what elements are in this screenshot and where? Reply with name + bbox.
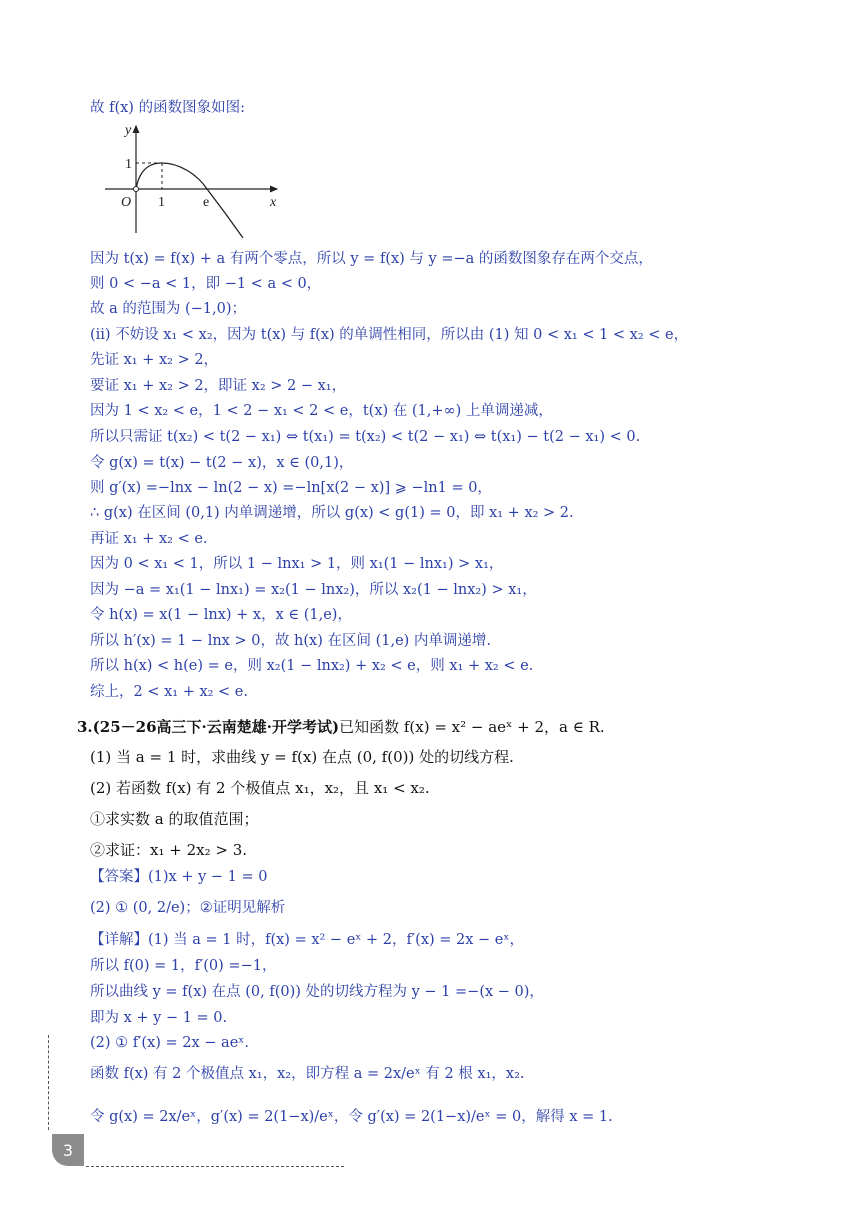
question-part: ②求证：x₁ + 2x₂ > 3.: [90, 841, 248, 859]
solution-line: (ii) 不妨设 x₁ < x₂，因为 t(x) 与 f(x) 的单调性相同，所以由 (1) 知 0 < x₁ < 1 < x₂ < e，: [90, 327, 689, 343]
answer-line-2: (2) ① (0, 2/e)；②证明见解析: [90, 900, 286, 916]
graph-intro: 故 f(x) 的函数图象如图:: [90, 100, 245, 116]
question-stem: 已知函数 f(x) = x² − aeˣ + 2，a ∈ R.: [339, 718, 605, 736]
tick-label-x-1: 1: [158, 195, 165, 210]
question-part: ①求实数 a 的取值范围；: [90, 810, 259, 828]
solution-line: 再证 x₁ + x₂ < e.: [90, 531, 208, 547]
detail-line: (2) ① f′(x) = 2x − aeˣ.: [90, 1035, 250, 1051]
detail-line: 所以 f(0) = 1，f′(0) =−1，: [90, 958, 277, 974]
detail-line: 令 g(x) = 2x/eˣ，g′(x) = 2(1−x)/eˣ，令 g′(x) = 2(1−x)/eˣ = 0，解得 x = 1.: [90, 1109, 613, 1125]
x-axis-label: x: [270, 195, 277, 210]
solution-line: ∴ g(x) 在区间 (0,1) 内单调递增，所以 g(x) < g(1) = 0，即 x₁ + x₂ > 2.: [90, 505, 574, 521]
solution-line: 因为 t(x) = f(x) + a 有两个零点，所以 y = f(x) 与 y =−a 的函数图象存在两个交点，: [90, 251, 653, 267]
solution-line: 则 0 < −a < 1，即 −1 < a < 0，: [90, 276, 322, 292]
detail-line: 即为 x + y − 1 = 0.: [90, 1010, 228, 1026]
question-number: 3.: [77, 718, 93, 736]
page-border-dashed-horizontal: [86, 1166, 344, 1167]
solution-line: 所以 h(x) < h(e) = e，则 x₂(1 − lnx₂) + x₂ < e，则 x₁ + x₂ < e.: [90, 658, 534, 674]
page-border-dashed-vertical: [48, 1035, 49, 1130]
solution-line: 所以 h′(x) = 1 − lnx > 0，故 h(x) 在区间 (1,e) 内单调递增.: [90, 633, 492, 649]
solution-line: 所以只需证 t(x₂) < t(2 − x₁) ⇔ t(x₁) = t(x₂) < t(2 − x₁) ⇔ t(x₁) − t(2 − x₁) < 0.: [90, 429, 641, 445]
detail-line: 【详解】(1) 当 a = 1 时，f(x) = x² − eˣ + 2，f′(x) = 2x − eˣ，: [90, 932, 525, 948]
origin-label: O: [121, 195, 132, 210]
function-curve: [136, 163, 243, 238]
solution-line: 因为 1 < x₂ < e，1 < 2 − x₁ < 2 < e，t(x) 在 (1,+∞) 上单调递减，: [90, 403, 553, 419]
function-graph: [95, 118, 285, 238]
solution-line: 因为 −a = x₁(1 − lnx₁) = x₂(1 − lnx₂)，所以 x₂(1 − lnx₂) > x₁，: [90, 582, 537, 598]
question-source: (25－26高三下·云南楚雄·开学考试): [92, 718, 340, 736]
solution-line: 先证 x₁ + x₂ > 2，: [90, 352, 219, 368]
question-part: (1) 当 a = 1 时，求曲线 y = f(x) 在点 (0, f(0)) 处的切线方程.: [90, 748, 514, 766]
solution-line: 要证 x₁ + x₂ > 2，即证 x₂ > 2 − x₁，: [90, 378, 347, 394]
detail-line: 所以曲线 y = f(x) 在点 (0, f(0)) 处的切线方程为 y − 1 =−(x − 0)，: [90, 984, 544, 1000]
detail-line: 函数 f(x) 有 2 个极值点 x₁，x₂，即方程 a = 2x/eˣ 有 2 根 x₁，x₂.: [90, 1066, 525, 1082]
y-axis-label: y: [125, 123, 132, 138]
solution-line: 令 h(x) = x(1 − lnx) + x，x ∈ (1,e)，: [90, 607, 352, 623]
question-3-header: [77, 717, 605, 737]
solution-line: 令 g(x) = t(x) − t(2 − x)，x ∈ (0,1)，: [90, 455, 354, 471]
solution-line: 因为 0 < x₁ < 1，所以 1 − lnx₁ > 1，则 x₁(1 − lnx₁) > x₁，: [90, 556, 504, 572]
tick-label-x-e: e: [203, 195, 210, 210]
solution-line: 综上，2 < x₁ + x₂ < e.: [90, 684, 248, 700]
origin-open-point: [134, 187, 139, 192]
page-number-badge: 3: [52, 1134, 84, 1166]
solution-line: 则 g′(x) =−lnx − ln(2 − x) =−ln[x(2 − x)] ⩾ −ln1 = 0，: [90, 480, 492, 496]
answer-line-1: 【答案】(1)x + y − 1 = 0: [90, 869, 268, 885]
solution-line: 故 a 的范围为 (−1,0)；: [90, 301, 246, 317]
tick-label-y-1: 1: [125, 157, 132, 172]
question-part: (2) 若函数 f(x) 有 2 个极值点 x₁，x₂，且 x₁ < x₂.: [90, 779, 430, 797]
